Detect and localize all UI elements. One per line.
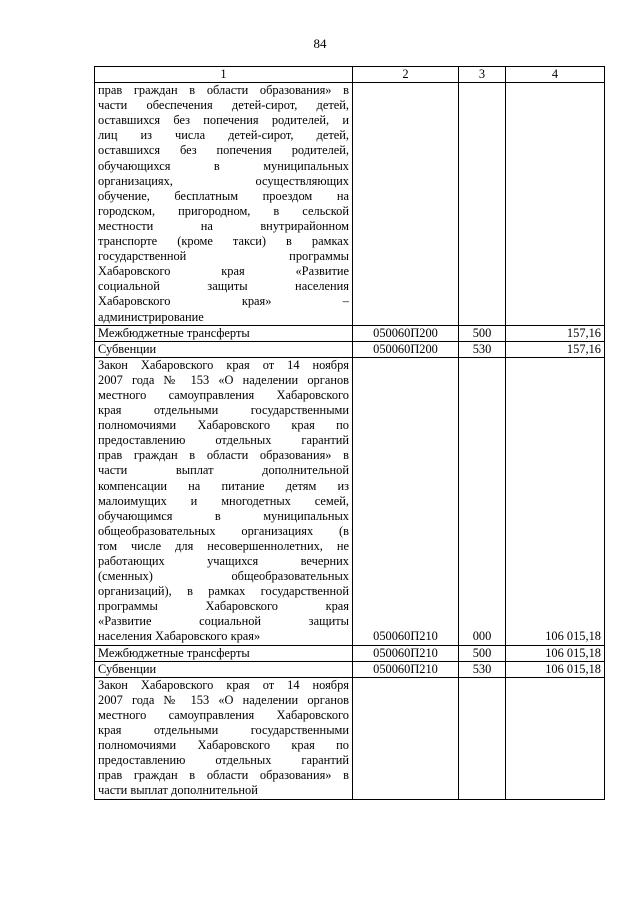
description-line: местного самоуправления Хабаровского bbox=[98, 387, 349, 402]
row-description bbox=[95, 325, 353, 341]
description-line: Хабаровского края» – bbox=[98, 294, 349, 309]
header-col-1: 1 bbox=[95, 67, 353, 83]
row-description bbox=[95, 661, 353, 677]
description-line: местности на внутрирайонном bbox=[98, 218, 349, 233]
description-line: прав граждан в области образования» в bbox=[98, 448, 349, 463]
row-expense-type bbox=[459, 677, 506, 799]
description-line: оставшихся без попечения родителей, и bbox=[98, 113, 349, 128]
row-expense-type: 500 bbox=[459, 325, 506, 341]
row-code: 050060П210 bbox=[353, 645, 459, 661]
row-description bbox=[95, 83, 353, 326]
table-row bbox=[95, 341, 605, 357]
description-line: Хабаровского края «Развитие bbox=[98, 264, 349, 279]
description-line: лиц из числа детей-сирот, детей, bbox=[98, 128, 349, 143]
header-col-3: 3 bbox=[459, 67, 506, 83]
description-line: Межбюджетные трансферты bbox=[98, 325, 250, 340]
row-expense-type bbox=[459, 83, 506, 326]
budget-table bbox=[94, 66, 605, 800]
description-line: части выплат дополнительной bbox=[98, 783, 258, 798]
description-line: обучающихся в муниципальных bbox=[98, 158, 349, 173]
table-row bbox=[95, 325, 605, 341]
row-description bbox=[95, 357, 353, 645]
description-line: компенсации на питание детям из bbox=[98, 478, 349, 493]
row-description bbox=[95, 677, 353, 799]
row-expense-type: 530 bbox=[459, 661, 506, 677]
description-line: обучение, бесплатным проездом на bbox=[98, 188, 349, 203]
description-line: прав граждан в области образования» в bbox=[98, 768, 349, 783]
description-line: организаций), в рамках государственной bbox=[98, 584, 349, 599]
header-col-2: 2 bbox=[353, 67, 459, 83]
description-line: городском, пригородном, в сельской bbox=[98, 203, 349, 218]
row-amount: 106 015,18 bbox=[506, 661, 605, 677]
description-line: части выплат дополнительной bbox=[98, 463, 349, 478]
row-code bbox=[353, 83, 459, 326]
description-line: края отдельными государственными bbox=[98, 403, 349, 418]
description-line: части обеспечения детей-сирот, детей, bbox=[98, 98, 349, 113]
description-line: предоставлению отдельных гарантий bbox=[98, 433, 349, 448]
description-line: Субвенции bbox=[98, 661, 157, 676]
description-line: полномочиями Хабаровского края по bbox=[98, 418, 349, 433]
description-line: местного самоуправления Хабаровского bbox=[98, 707, 349, 722]
description-line: оставшихся без попечения родителей, bbox=[98, 143, 349, 158]
row-description bbox=[95, 341, 353, 357]
description-line: обучающимся в муниципальных bbox=[98, 508, 349, 523]
table-row bbox=[95, 661, 605, 677]
description-line: предоставлению отдельных гарантий bbox=[98, 753, 349, 768]
description-line: (сменных) общеобразовательных bbox=[98, 569, 349, 584]
description-line: том числе для несовершеннолетних, не bbox=[98, 538, 349, 553]
row-amount: 106 015,18 bbox=[506, 357, 605, 645]
page-number: 84 bbox=[313, 36, 327, 51]
row-expense-type: 500 bbox=[459, 645, 506, 661]
row-amount: 157,16 bbox=[506, 325, 605, 341]
description-line: Межбюджетные трансферты bbox=[98, 645, 250, 660]
description-line: 2007 года № 153 «О наделении органов bbox=[98, 372, 349, 387]
description-line: полномочиями Хабаровского края по bbox=[98, 738, 349, 753]
table-row bbox=[95, 83, 605, 326]
description-line: социальной защиты населения bbox=[98, 279, 349, 294]
description-line: Закон Хабаровского края от 14 ноября bbox=[98, 677, 349, 692]
row-code: 050060П210 bbox=[353, 357, 459, 645]
row-code: 050060П210 bbox=[353, 661, 459, 677]
table-row bbox=[95, 645, 605, 661]
description-line: Закон Хабаровского края от 14 ноября bbox=[98, 357, 349, 372]
description-line: 2007 года № 153 «О наделении органов bbox=[98, 692, 349, 707]
row-amount: 106 015,18 bbox=[506, 645, 605, 661]
row-amount bbox=[506, 83, 605, 326]
row-code: 050060П200 bbox=[353, 325, 459, 341]
table-row bbox=[95, 357, 605, 645]
row-amount: 157,16 bbox=[506, 341, 605, 357]
table-row bbox=[95, 677, 605, 799]
row-amount bbox=[506, 677, 605, 799]
description-line: общеобразовательных организациях (в bbox=[98, 523, 349, 538]
row-code bbox=[353, 677, 459, 799]
description-line: организациях, осуществляющих bbox=[98, 173, 349, 188]
description-line: государственной программы bbox=[98, 249, 349, 264]
row-expense-type: 530 bbox=[459, 341, 506, 357]
row-description bbox=[95, 645, 353, 661]
row-code: 050060П200 bbox=[353, 341, 459, 357]
description-line: администрирование bbox=[98, 309, 204, 324]
description-line: работающих учащихся вечерних bbox=[98, 554, 349, 568]
description-line: транспорте (кроме такси) в рамках bbox=[98, 234, 349, 249]
header-col-4: 4 bbox=[506, 67, 605, 83]
description-line: прав граждан в области образования» в bbox=[98, 83, 349, 98]
description-line: Субвенции bbox=[98, 341, 157, 356]
table-header-row bbox=[95, 67, 605, 83]
description-line: края отдельными государственными bbox=[98, 723, 349, 738]
description-line: малоимущих и многодетных семей, bbox=[98, 493, 349, 508]
description-line: программы Хабаровского края bbox=[98, 599, 349, 614]
row-expense-type: 000 bbox=[459, 357, 506, 645]
description-line: населения Хабаровского края» bbox=[98, 629, 261, 644]
description-line: «Развитие социальной защиты bbox=[98, 614, 349, 629]
